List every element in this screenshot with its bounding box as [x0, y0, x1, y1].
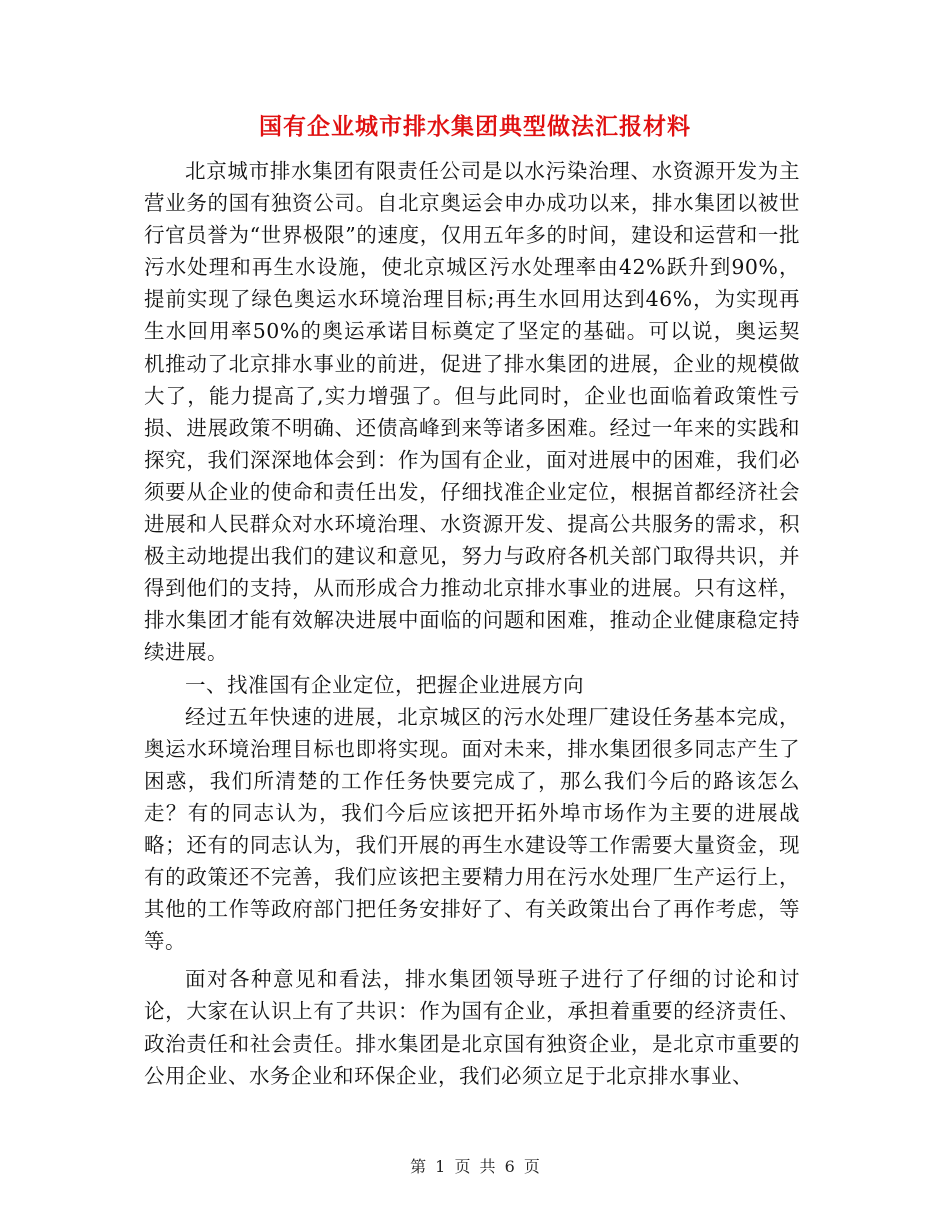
section-heading-1: 一、找准国有企业定位，把握企业进展方向: [185, 672, 584, 697]
page-number-footer: 第 1 页 共 6 页: [410, 1157, 540, 1176]
paragraph-section-1: 经过五年快速的进展，北京城区的污水处理厂建设任务基本完成，奥运水环境治理目标也即将实现。面对未来，排水集团很多同志产生了困惑，我们所清楚的工作任务快要完成了，那么我们今后的路该怎么走？有的同志认为，我们今后应该把开拓外埠市场作为主要的进展战略；还有的同志认为，我们开展的再生水建设等工作需要大量资金，现有的政策还不完善，我们应该把主要精力用在污水处理厂生产运行上，其他的工作等政府部门把任务安排好了、有关政策出台了再作考虑，等等。: [144, 704, 800, 954]
paragraph-discussion: 面对各种意见和看法，排水集团领导班子进行了仔细的讨论和讨论，大家在认识上有了共识：作为国有企业，承担着重要的经济责任、政治责任和社会责任。排水集团是北京国有独资企业，是北京市重要的公用企业、水务企业和环保企业，我们必须立足于北京排水事业、: [144, 967, 800, 1088]
document-title: 国有企业城市排水集团典型做法汇报材料: [259, 114, 691, 140]
paragraph-intro: 北京城市排水集团有限责任公司是以水污染治理、水资源开发为主营业务的国有独资公司。自北京奥运会申办成功以来，排水集团以被世行官员誉为“世界极限”的速度，仅用五年多的时间，建设和运营和一批污水处理和再生水设施，使北京城区污水处理率由42%跃升到90%，提前实现了绿色奥运水环境治理目标;再生水回用达到46%，为实现再生水回用率50%的奥运承诺目标奠定了坚定的基础。可以说，奥运契机推动了北京排水事业的前进，促进了排水集团的进展，企业的规模做大了，能力提高了,实力增强了。但与此同时，企业也面临着政策性亏损、进展政策不明确、还债高峰到来等诸多困难。经过一年来的实践和探究，我们深深地体会到：作为国有企业，面对进展中的困难，我们必须要从企业的使命和责任出发，仔细找准企业定位，根据首都经济社会进展和人民群众对水环境治理、水资源开发、提高公共服务的需求，积极主动地提出我们的建议和意见，努力与政府各机关部门取得共识，并得到他们的支持，从而形成合力推动北京排水事业的进展。只有这样，排水集团才能有效解决进展中面临的问题和困难，推动企业健康稳定持续进展。: [144, 159, 800, 665]
document-body: [144, 155, 800, 1092]
